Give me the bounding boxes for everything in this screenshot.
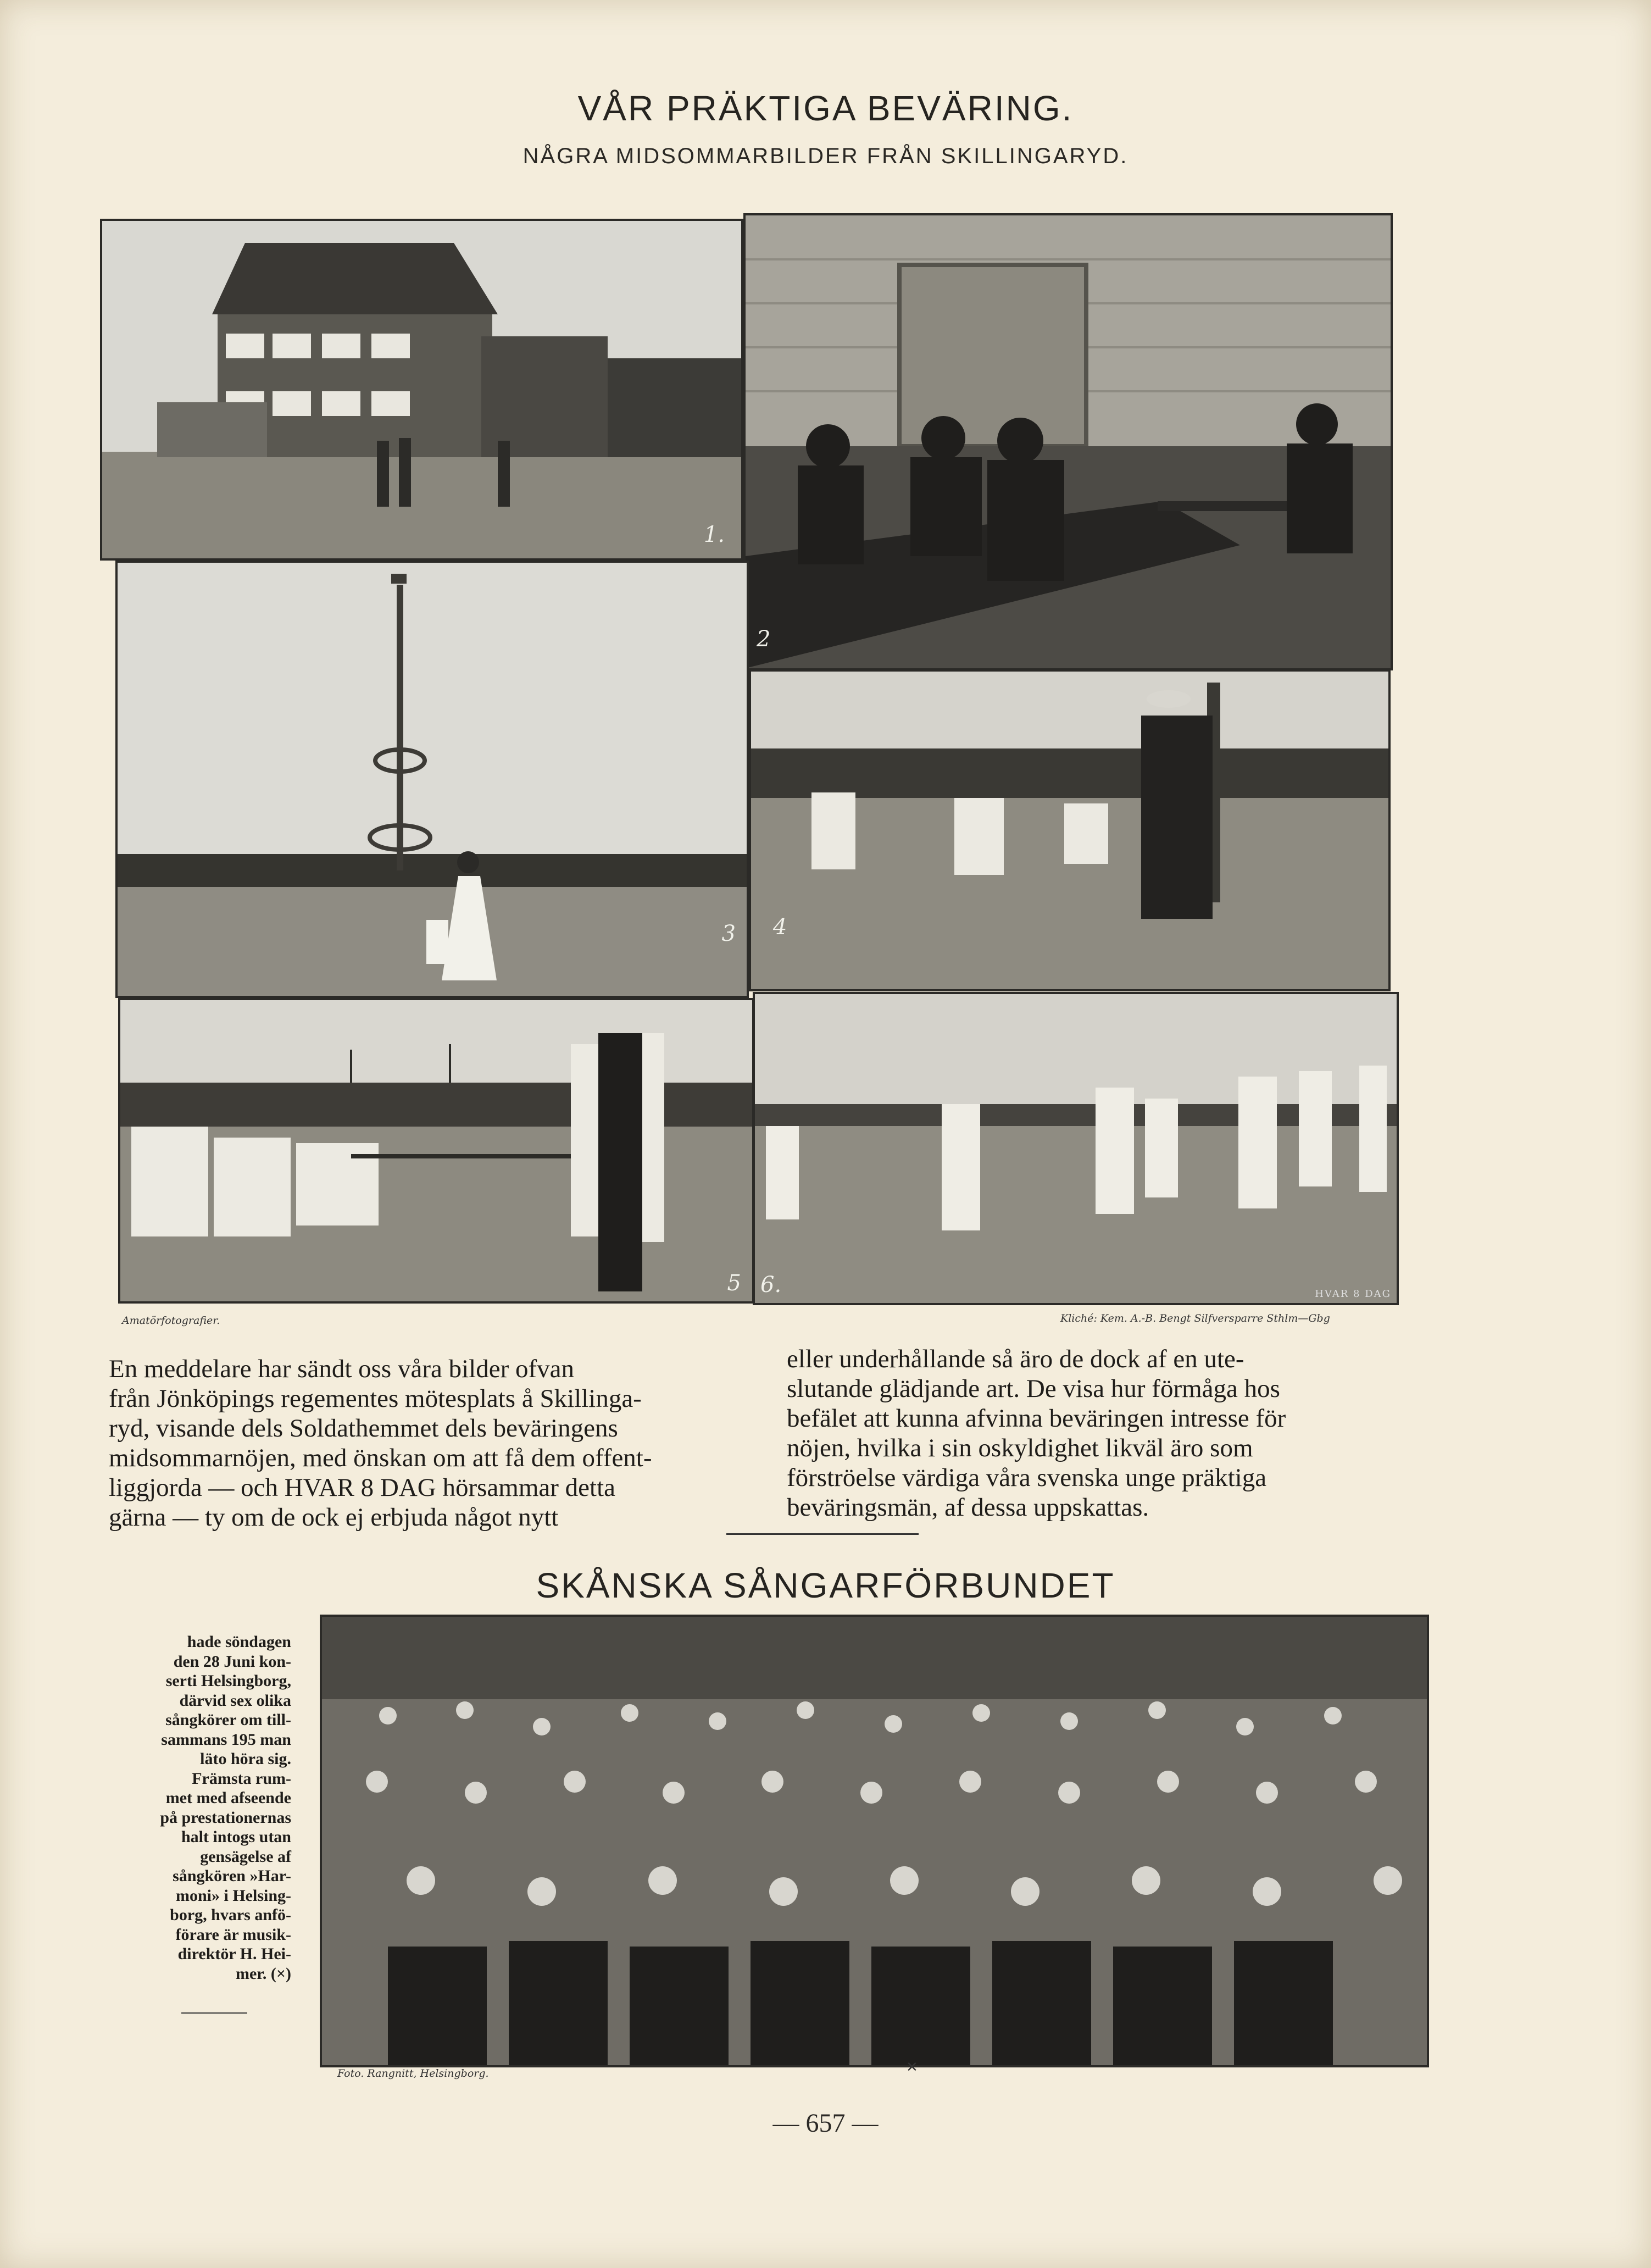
photo-sack-race-start — [749, 669, 1391, 991]
photo-number: 2 — [757, 626, 771, 652]
photo-interior-table — [743, 213, 1393, 670]
sidebar-text: hade söndagen den 28 Juni kon- serti Helsingborg, därvid sex olika sångkörer om till- sammans 195 man läto höra sig. Främsta rum- met med afseende på prestationernas halt intogs utan gensägelse af sångkören »Har- moni» i Helsing- borg, hvars anfö- förare är musik- direktör H. Hei- mer. (×) — [160, 1633, 291, 1983]
photo-number: 3 — [721, 921, 736, 946]
photo-maypole-image — [118, 563, 747, 996]
credit-choir-photo: Foto. Rangnitt, Helsingborg. — [337, 2067, 489, 2080]
section-divider — [726, 1533, 919, 1535]
photo-number: 5 — [727, 1271, 741, 1296]
photo-number: 1. — [703, 522, 725, 547]
photo-sack-race-start-image — [751, 672, 1388, 989]
photo-number: 6. — [760, 1272, 782, 1297]
photo-interior-table-image — [746, 215, 1391, 668]
credit-amateur: Amatörfotografier. — [122, 1315, 220, 1327]
page-title: VÅR PRÄKTIGA BEVÄRING. — [577, 88, 1074, 128]
photo-choir — [320, 1615, 1429, 2067]
photo-maypole — [115, 561, 749, 998]
photo-tug-of-war — [118, 998, 754, 1304]
sidebar-rule — [181, 2012, 247, 2014]
section-title-skanska: SKÅNSKA SÅNGARFÖRBUNDET — [536, 1566, 1115, 1605]
photo-soldathemmet-image — [102, 221, 741, 558]
x-mark: × — [907, 2056, 918, 2077]
photo-sack-race — [753, 992, 1399, 1305]
page-number: — 657 — — [772, 2109, 879, 2138]
photo-soldathemmet — [100, 219, 743, 561]
photo-sack-race-image — [755, 994, 1397, 1303]
page-subtitle: NÅGRA MIDSOMMARBILDER FRÅN SKILLINGARYD. — [522, 144, 1129, 168]
photo-number: 4 — [773, 914, 787, 940]
article-column-2: eller underhållande så äro de dock af en ute- slutande glädjande art. De visa hur förmåga hos befälet att kunna afvinna beväringen intresse för nöjen, hvilka i sin oskyldighet likväl äro som förströelse värdiga våra svenska unge präktiga beväringsmän, af dessa uppskattas. — [787, 1345, 1286, 1522]
article-column-1: En meddelare har sändt oss våra bilder ofvan från Jönköpings regementes mötesplats å Skillinga- ryd, visande dels Soldathemmet dels beväringens midsommarnöjen, med önskan om att få dem offent- liggjorda — och HVAR 8 DAG hörsammar detta gärna — ty om de ock ej erbjuda något nytt — [109, 1355, 652, 1532]
photo-choir-image — [322, 1617, 1427, 2065]
photo-tug-of-war-image — [120, 1000, 752, 1301]
engraver-mark: HVAR 8 DAG — [1315, 1288, 1391, 1300]
credit-cliche: Kliché: Kem. A.-B. Bengt Silfversparre Sthlm—Gbg — [1060, 1312, 1330, 1324]
